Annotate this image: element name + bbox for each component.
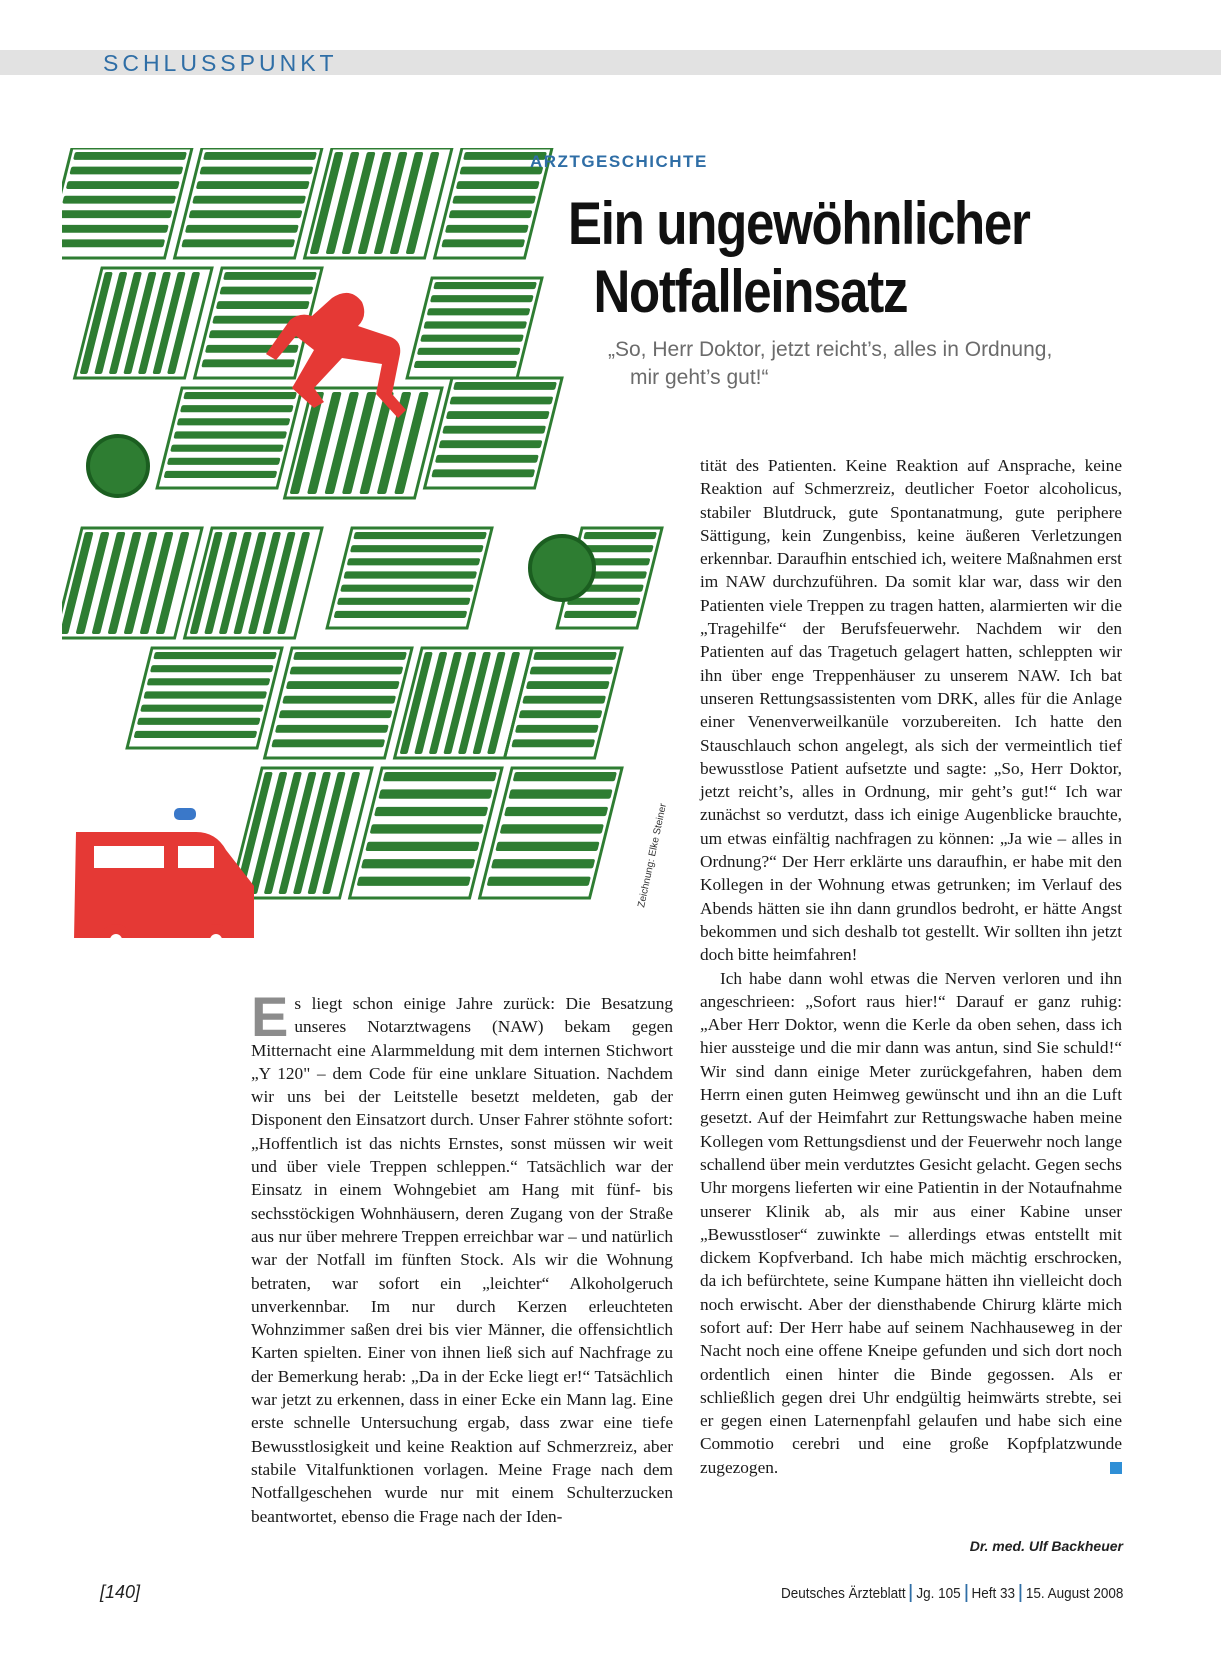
footer-separator: [965, 1584, 967, 1602]
footer-separator: [910, 1584, 912, 1602]
teaser-line-2: mir geht’s gut!“: [630, 366, 769, 389]
footer-issue: Heft 33: [971, 1585, 1015, 1602]
field-block: [175, 148, 322, 258]
article-column-right: [700, 454, 1122, 1479]
footer-separator: [1019, 1584, 1021, 1602]
headline-line-2: Notfalleinsatz: [593, 258, 908, 325]
author: Dr. med. Ulf Backheuer: [969, 1538, 1123, 1554]
field-block: [62, 528, 202, 638]
field-block: [505, 648, 622, 758]
headline: [568, 190, 1030, 326]
field-block: [350, 768, 502, 898]
page-number: [140]: [100, 1582, 141, 1602]
field-block: [265, 648, 412, 758]
paragraph-3: [700, 967, 1122, 1480]
round-field: [88, 436, 148, 496]
section-label: SCHLUSSPUNKT: [103, 50, 338, 76]
field-block: [62, 148, 192, 258]
paragraph-3-text: Ich habe dann wohl etwas die Nerven verloren und ihn angeschrieen: „Sofort raus hier!“ Darauf er ganz ruhig: „Aber Herr Doktor, wenn die Kerle da oben sehen, dass ich hier aussteige und die mir dann was antun, sind Sie schuld!“ Wir sind dann einige Meter zurückgefahren, haben dem Herrn einen guten Heimweg gewünscht und ihn an die Luft gesetzt. Auf der Heimfahrt zur Rettungswache haben meine Kollegen vom Rettungsdienst und der Feuerwehr noch lange schallend über mein verdutztes Gesicht gelacht. Gegen sechs Uhr morgens lieferten wir eine Patientin in der Notaufnahme unserer Klinik ab, als mir aus einer Kabine unser „Bewusstloser“ zuwinkte – allerdings etwas entstellt mit dickem Kopfverband. Ich habe mich mächtig erschrocken, da ich befürchtete, seine Kumpane hätten ihn vielleicht doch noch erwischt. Aber der diensthabende Chirurg klärte mich sofort auf: Der Herr habe auf seinem Nachhauseweg in der Nacht noch eine offene Kneipe gefunden und sich dort noch ordentlich einen hinter die Binde gegossen. Als er schließlich gegen drei Uhr endgültig heimwärts strebte, sei er gegen einen Laternenpfahl gelaufen und habe sich eine Commotio cerebri und eine große Kopfplatzwunde zugezogen.: [700, 968, 1122, 1477]
field-block: [285, 388, 442, 498]
kicker: ARZTGESCHICHTE: [530, 152, 708, 171]
article-column-left: [251, 985, 673, 1528]
headline-line-1: Ein ungewöhnlicher: [568, 190, 1030, 257]
paragraph-2: tität des Patienten. Keine Reaktion auf Ansprache, keine Reaktion auf Schmerzreiz, deutlicher Foetor alcoholicus, stabiler Blutdruck, gute Spontanatmung, gute periphere Sättigung, kein Zungenbiss, keine äußeren Verletzungen erkennbar. Daraufhin entschied ich, weitere Maßnahmen erst im NAW durchzuführen. Da somit klar war, dass wir den Patienten viele Treppen zu tragen hatten, alarmierten wir die „Tragehilfe“ der Berufsfeuerwehr. Nachdem wir den Patienten auf das Tragetuch gelagert hatten, schleppten wir ihn über enge Treppenhäuser zu unserem NAW. Ich bat unseren Rettungsassistenten vom DRK, alles für die Anlage einer Venenverweilkanüle vorzubereiten. Ich hatte den Stauschlauch schon angelegt, als sich der vermeintlich tief bewusstlose Patient aufsetzte und sagte: „So, Herr Doktor, jetzt reicht’s, alles in Ordnung, mir geht’s gut!“ Ich war zunächst so verdutzt, dass ich einige Augenblicke brauchte, um etwas einfältig nachfragen zu können: „Ja wie – alles in Ordnung?“ Der Herr erklärte uns daraufhin, er habe mit den Kollegen in der Wohnung etwas getrunken; im Verlauf des Abends hätten sie ihn dann grundlos bedroht, er hätte Angst bekommen und sich deshalb tot gestellt. Wir sollten ihn jetzt doch bitte heimfahren!: [700, 456, 1122, 965]
field-block: [305, 148, 452, 258]
field-block: [480, 768, 622, 898]
footer-citation: [781, 1584, 1123, 1602]
field-block: [425, 378, 562, 488]
field-block: [157, 388, 302, 488]
dropcap: E: [251, 985, 289, 1048]
teaser-line-1: „So, Herr Doktor, jetzt reicht’s, alles in Ordnung,: [608, 338, 1053, 361]
field-block: [395, 648, 532, 758]
teaser: [608, 336, 1128, 392]
field-block: [327, 528, 492, 628]
field-block: [230, 768, 372, 898]
footer-date: 15. August 2008: [1025, 1585, 1123, 1602]
footer-volume: Jg. 105: [915, 1585, 961, 1602]
field-block: [75, 268, 212, 378]
round-field: [530, 536, 594, 600]
ambulance: [74, 808, 254, 938]
footer-journal: Deutsches Ärzteblatt: [780, 1585, 906, 1602]
field-block: [407, 278, 542, 378]
end-mark-icon: [1110, 1462, 1122, 1474]
paragraph-1: [251, 985, 673, 1528]
field-block: [185, 528, 322, 638]
illustration-credit: Zeichnung: Elke Steiner: [636, 802, 670, 909]
field-block: [127, 648, 282, 748]
paragraph-1-text: s liegt schon einige Jahre zurück: Die Besatzung unseres Notarztwagens (NAW) bekam gegen Mitternacht eine Alarmmeldung mit dem internen Stichwort „Y 120" – dem Code für eine unklare Situation. Nachdem wir uns bei der Leitstelle besetzt meldeten, gab der Disponent den Einsatzort durch. Unser Fahrer stöhnte sofort: „Hoffentlich ist das nichts Ernstes, sonst müssen wir weit und über viele Treppen schleppen.“ Tatsächlich war der Einsatz in einem Wohngebiet am Hang mit fünf- bis sechsstöckigen Wohnhäusern, deren Zugang von der Straße aus nur über mehrere Treppen erreichbar war – und natürlich war der Notfall im fünften Stock. Als wir die Wohnung betraten, war sofort ein „leichter“ Alkoholgeruch unverkennbar. Im nur durch Kerzen erleuchteten Wohnzimmer saßen drei bis vier Männer, die offensichtlich Karten spielten. Einer von ihnen ließ sich auf Nachfrage zu der Bemerkung herab: „Da in der Ecke liegt er!“ Tatsächlich war jetzt zu erkennen, dass in einer Ecke ein Mann lag. Eine erste schnelle Untersuchung ergab, dass zwar eine tiefe Bewusstlosigkeit und keine Reaktion auf Schmerzreiz, aber stabile Vitalfunktionen vorlagen. Meine Frage nach dem Notfallgeschehen wurde nur mit einem Schulterzucken beantwortet, ebenso die Frage nach der Iden-: [251, 994, 673, 1526]
